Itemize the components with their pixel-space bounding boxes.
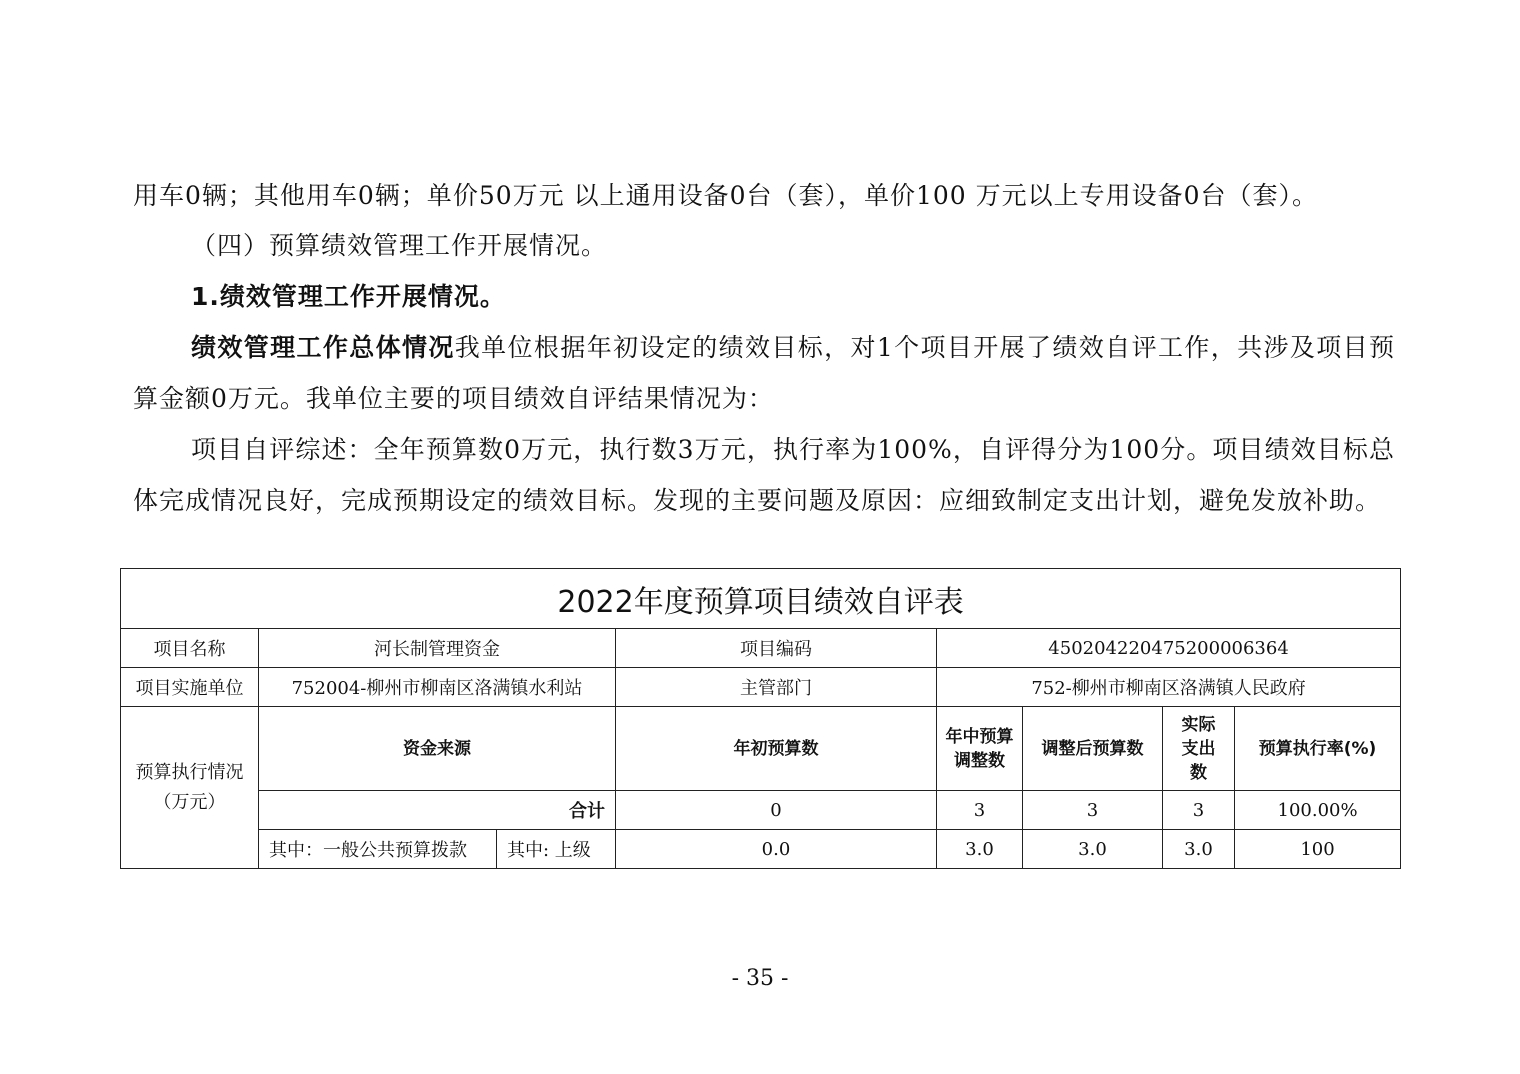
project-name-value: 河长制管理资金 [259, 629, 616, 668]
dept-value: 752-柳州市柳南区洛满镇人民政府 [937, 668, 1401, 707]
project-code-value: 450204220475200006364 [937, 629, 1401, 668]
paragraph-summary: 项目自评综述：全年预算数0万元，执行数3万元，执行率为100%，自评得分为100分。项目绩效目标总体完成情况良好，完成预期设定的绩效目标。发现的主要问题及原因：应细致制定支出计划，避免发放补助。 [133, 435, 1395, 515]
total-actual: 3 [1163, 791, 1235, 830]
section-heading-4: （四）预算绩效管理工作开展情况。 [191, 231, 608, 260]
overall-heading: 绩效管理工作总体情况 [191, 333, 455, 362]
paragraph-vehicles: 用车0辆；其他用车0辆；单价50万元 以上通用设备0台（套），单价100 万元以上专用设备0台（套）。 [133, 181, 1319, 210]
overall-text: 我单位根据年初设定的绩效目标，对1个项目开展了绩效自评工作，共涉及项目预算金额0万元。我单位主要的项目绩效自评结果情况为： [133, 333, 1395, 413]
sub-actual: 3.0 [1163, 830, 1235, 869]
impl-unit-label: 项目实施单位 [121, 668, 259, 707]
subsection-heading-1: 1.绩效管理工作开展情况。 [191, 282, 506, 311]
sub-label-b: 其中: 上级 [497, 830, 616, 869]
exec-label-line1: 预算执行情况 [135, 761, 244, 783]
table-title: 2022年度预算项目绩效自评表 [121, 569, 1401, 629]
impl-unit-value: 752004-柳州市柳南区洛满镇水利站 [259, 668, 616, 707]
self-evaluation-table [120, 568, 1401, 869]
project-name-label: 项目名称 [121, 629, 259, 668]
header-source: 资金来源 [259, 707, 616, 791]
header-mid-adjust: 年中预算调整数 [937, 707, 1023, 791]
sub-adjusted: 3.0 [1023, 830, 1163, 869]
total-label: 合计 [259, 791, 616, 830]
header-actual: 实际支出数 [1163, 707, 1235, 791]
header-rate: 预算执行率(%) [1235, 707, 1401, 791]
header-adjusted: 调整后预算数 [1023, 707, 1163, 791]
sub-label-a: 其中：一般公共预算拨款 [259, 830, 497, 869]
exec-label [121, 707, 259, 869]
sub-mid-adjust: 3.0 [937, 830, 1023, 869]
total-adjusted: 3 [1023, 791, 1163, 830]
project-code-label: 项目编码 [616, 629, 937, 668]
page-number: - 35 - [731, 966, 789, 991]
sub-rate: 100 [1235, 830, 1401, 869]
dept-label: 主管部门 [616, 668, 937, 707]
paragraph-overall [133, 322, 1395, 424]
total-initial: 0 [616, 791, 937, 830]
sub-initial: 0.0 [616, 830, 937, 869]
total-mid-adjust: 3 [937, 791, 1023, 830]
header-initial: 年初预算数 [616, 707, 937, 791]
total-rate: 100.00% [1235, 791, 1401, 830]
exec-label-line2: （万元） [153, 791, 226, 813]
